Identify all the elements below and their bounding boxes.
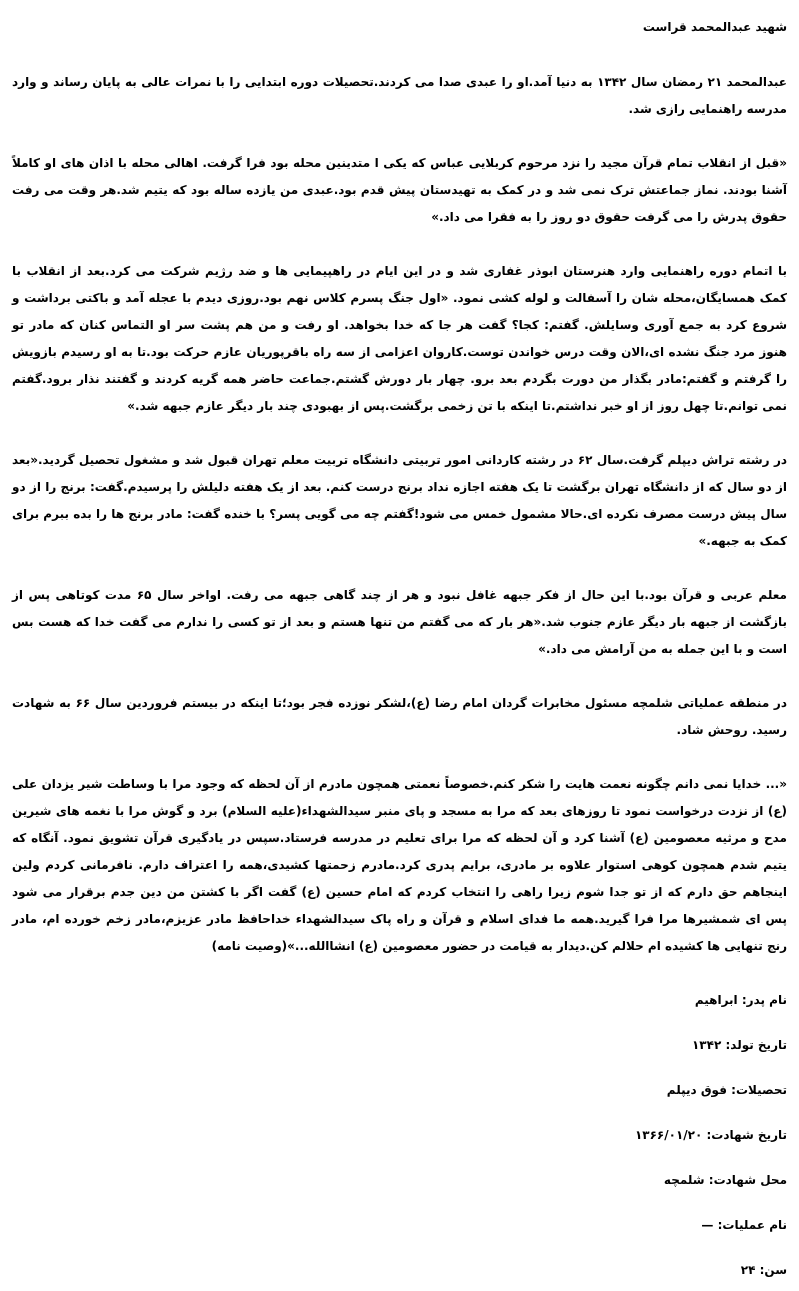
info-label: سن: bbox=[759, 1263, 787, 1277]
paragraph-birth: عبدالمحمد ۲۱ رمضان سال ۱۳۴۲ به دنیا آمد.او را عبدی صدا می کردند.تحصیلات دوره ابتدایی را با نمرات عالی به پایان رساند و وارد مدرسه راهنمایی رازی شد. bbox=[12, 75, 787, 116]
info-item-father bbox=[12, 987, 787, 1021]
info-item-martyrdom-place bbox=[12, 1167, 787, 1201]
info-value: — bbox=[701, 1218, 714, 1232]
info-label: محل شهادت: bbox=[708, 1173, 787, 1187]
page-title: شهید عبدالمحمد قراست bbox=[642, 20, 787, 34]
info-value: ابراهیم bbox=[694, 993, 738, 1007]
info-item-education bbox=[12, 1077, 787, 1111]
info-item-birth-date bbox=[12, 1032, 787, 1066]
info-list bbox=[12, 987, 787, 1291]
info-value: ۱۳۴۲ bbox=[691, 1038, 722, 1052]
paragraph-will: «... خدایا نمی دانم چگونه نعمت هایت را شکر کنم.خصوصاً نعمتی همچون مادرم از آن لحظه که وجود مرا با وساطت شیر یزدان علی (ع) از نزدت درخواست نمود تا روزهای بعد که مرا به مسجد و پای منبر سیدالشهداء(علیه السلام) برد و گوش مرا با نغمه های شیرین مدح و مرثیه معصومین (ع) آشنا کرد و آن لحظه که مرا برای تعلیم در مدرسه فرستاد.سپس در یادگیری قرآن تشویق نمود. آنگاه که یتیم شدم همچون کوهی استوار علاوه بر مادری، برایم پدری کرد.مادرم زحمتها کشیدی،همه را اعتراف دارم. نافرمانی کردم ولین اینجاهم حق دارم که از تو جدا شوم زیرا راهی را انتخاب کردم که امام حسین (ع) گفت اگر با کشتن من دین جدم برقرار می شود پس ای شمشیرها مرا فرا گیرید.همه ما فدای اسلام و قرآن و راه پاک سیدالشهداء خداحافظ مادر عزیزم،مادر زخم خورده ام، مادر رنج تنهایی ها کشیده ام حلالم کن.دیدار به قیامت در حضور معصومین (ع) انشاالله...»(وصیت نامه) bbox=[12, 777, 787, 953]
paragraph-teacher: معلم عربی و قرآن بود.با این حال از فکر جبهه غافل نبود و هر از چند گاهی جبهه می رفت. اواخر سال ۶۵ مدت کوتاهی پس از بازگشت از جبهه بار دیگر عازم جنوب شد.«هر بار که می گفتم من تنها هستم و بعد از تو کسی را ندارم می گفت خدا که هست بس است و با این جمله به من آرامش می داد.» bbox=[12, 588, 787, 656]
info-label: تاریخ شهادت: bbox=[706, 1128, 787, 1142]
info-label: نام عملیات: bbox=[717, 1218, 787, 1232]
info-item-martyrdom-date bbox=[12, 1122, 787, 1156]
info-value: ۲۴ bbox=[740, 1263, 756, 1277]
info-value: فوق دیپلم bbox=[666, 1083, 727, 1097]
info-label: تاریخ تولد: bbox=[725, 1038, 787, 1052]
info-item-age bbox=[12, 1257, 787, 1291]
paragraph-education: در رشته تراش دیپلم گرفت.سال ۶۲ در رشته کاردانی امور تربیتی دانشگاه تربیت معلم تهران قبول شد و مشغول تحصیل گردید.«بعد از دو سال که از دانشگاه تهران برگشت تا یک هفته اجازه نداد برنج درست کنم. بعد از یک هفته دلیلش را پرسیدم.گفت: برنج را از دو سال پیش درست مصرف نکرده ای.حالا مشمول خمس می شود!گفتم چه می گویی پسر؟ با خنده گفت: مادر برنج ها را بده ببرم برای کمک به جبهه.» bbox=[12, 453, 788, 548]
paragraph-childhood: «قبل از انقلاب تمام قرآن مجید را نزد مرحوم کربلایی عباس که یکی ا متدینین محله بود فرا گرفت. اهالی محله با اذان های او کاملاً آشنا بودند. نماز جماعتش ترک نمی شد و در کمک به تهیدستان پیش قدم بود.عبدی من یازده ساله بود که یتیم شد.هر وقت می رفت حقوق پدرش را می گرفت حقوق دو روز را به فقرا می داد.» bbox=[12, 156, 787, 224]
paragraph-war-start: با اتمام دوره راهنمایی وارد هنرستان ابوذر غفاری شد و در این ایام در راهپیمایی ها و ضد رژیم شرکت می کرد.بعد از انقلاب با کمک همسایگان،محله شان را آسفالت و لوله کشی نمود. «اول جنگ پسرم کلاس نهم بود.روزی دیدم با عجله آمد و باکتی برداشت و شروع کرد به جمع آوری وسایلش. گفتم: کجا؟ گفت هر جا که خدا بخواهد. او رفت و من هم پشت سر او التماس کنان که مادر تو هنوز مرد جنگ نشده ای،الان وقت درس خواندن توست.کاروان اعزامی از سه راه باقرپوریان عازم حرکت بود.تا به او رسیدم بازویش را گرفتم و گفتم:مادر بگذار من دورت بگردم بعد برو. چهار بار دورش گشتم.جماعت حاضر همه گریه کردند و گفتند نذار برود.گفتم نمی توانم.تا چهل روز از او خبر نداشتم.تا اینکه با تن زخمی برگشت.پس از بهبودی چند بار دیگر عازم جبهه شد.» bbox=[12, 264, 787, 413]
info-value: شلمچه bbox=[663, 1173, 705, 1187]
info-value: ۱۳۶۶/۰۱/۲۰ bbox=[634, 1128, 703, 1142]
info-label: تحصیلات: bbox=[731, 1083, 787, 1097]
info-item-operation bbox=[12, 1212, 787, 1246]
info-label: نام پدر: bbox=[741, 993, 787, 1007]
paragraph-martyrdom: در منطقه عملیاتی شلمچه مسئول مخابرات گردان امام رضا (ع)،لشکر نوزده فجر بود؛تا اینکه در بیستم فروردین سال ۶۶ به شهادت رسید. روحش شاد. bbox=[12, 696, 787, 737]
